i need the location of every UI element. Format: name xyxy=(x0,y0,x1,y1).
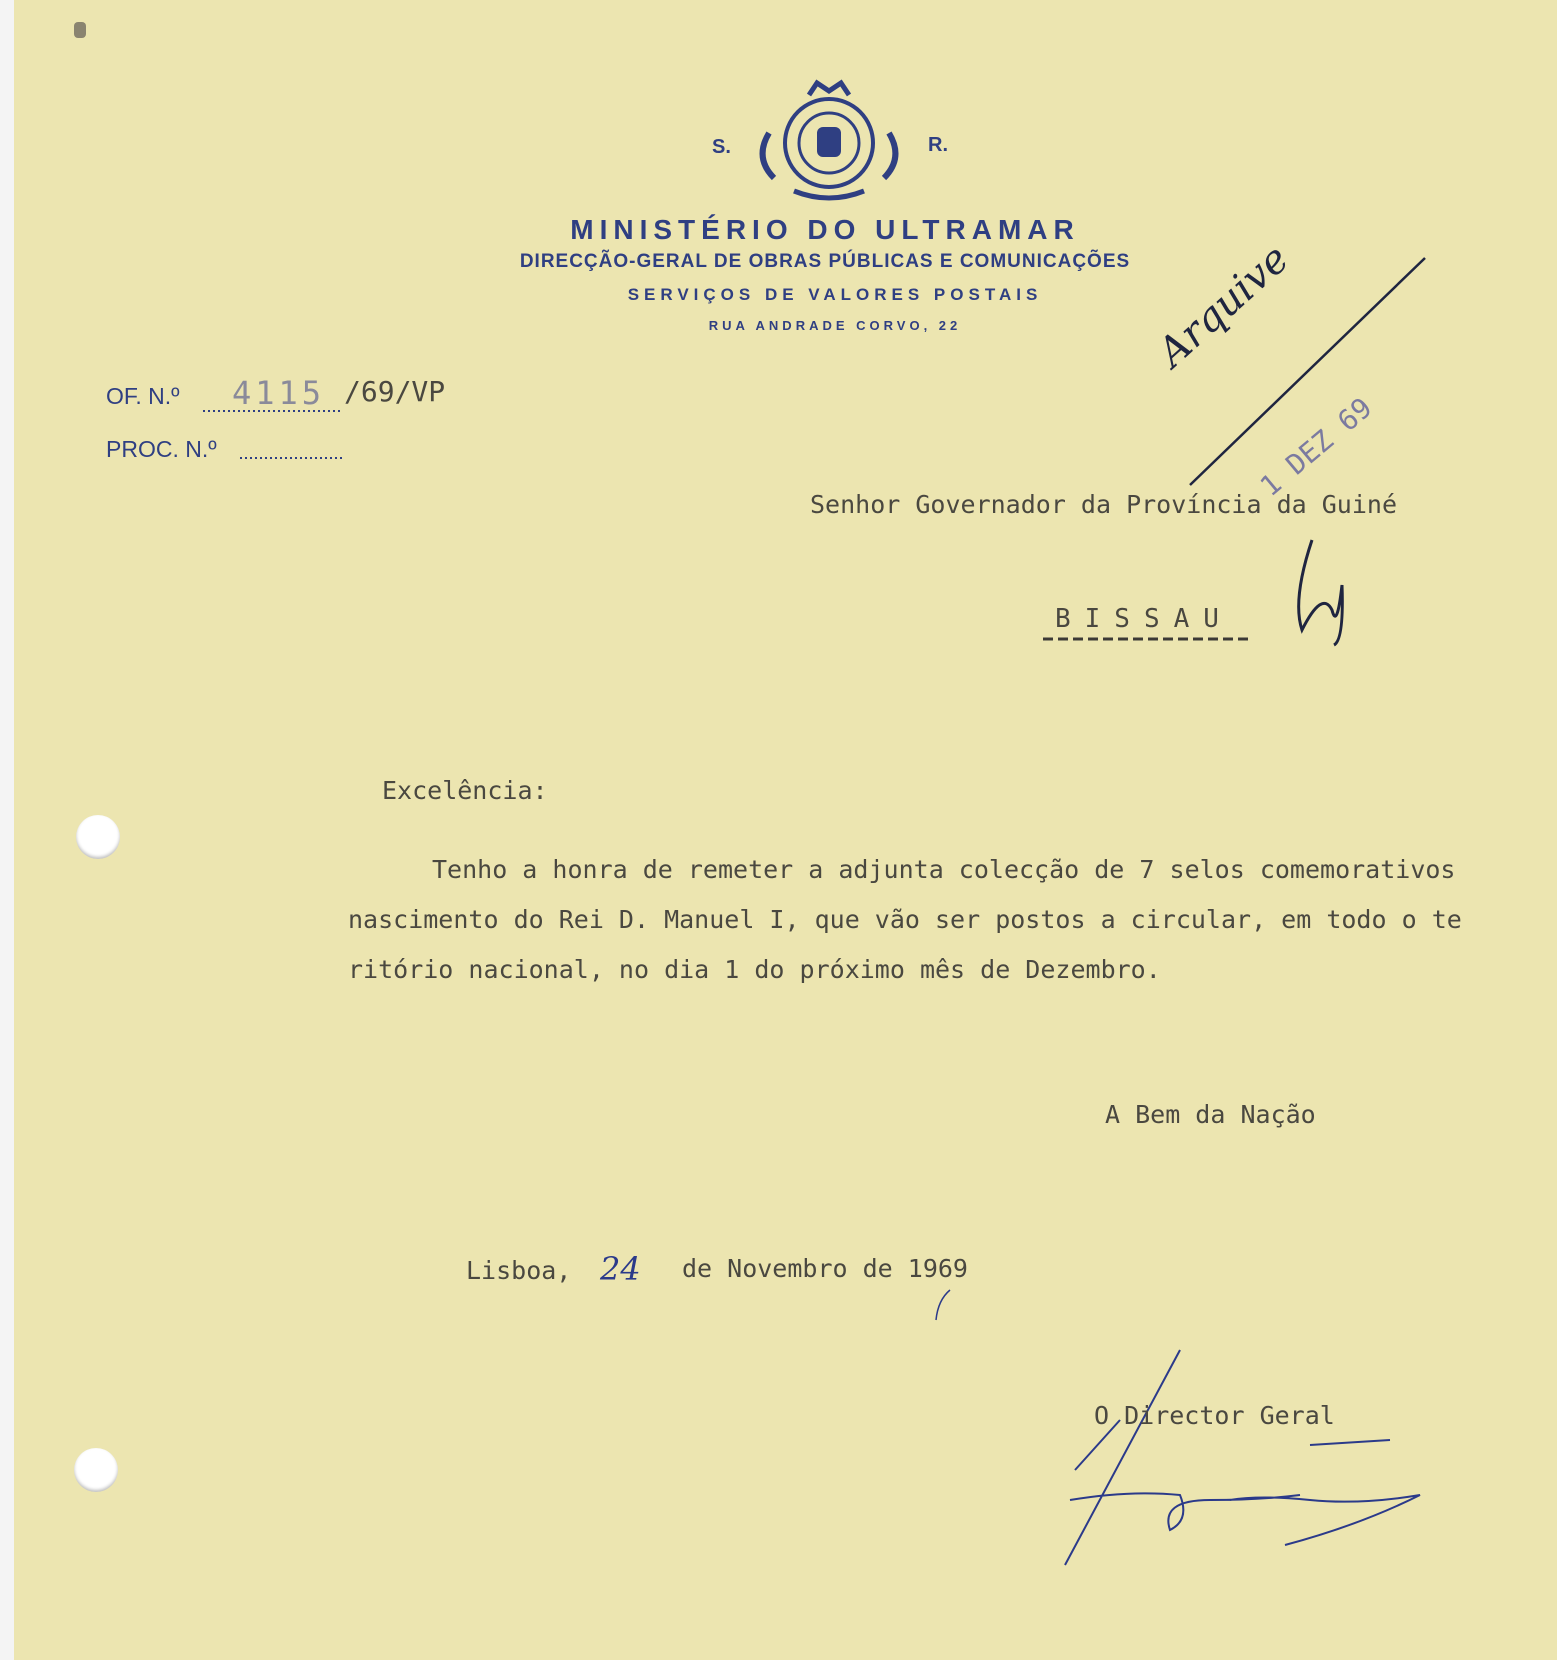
initials-scribble xyxy=(1299,540,1343,645)
body-line-3: ritório nacional, no dia 1 do próximo mês de Dezembro. xyxy=(348,955,1161,984)
ministry-title: MINISTÉRIO DO ULTRAMAR xyxy=(570,214,1080,245)
coat-of-arms-emblem xyxy=(763,83,896,198)
body-line-1: Tenho a honra de remeter a adjunta colecção de 7 selos comemorativos xyxy=(432,855,1456,884)
recipient-city: BISSAU xyxy=(1055,604,1233,634)
date-prefix: Lisboa, xyxy=(466,1256,572,1285)
recipient-line: Senhor Governador da Província da Guiné xyxy=(810,490,1397,519)
received-date-stamp: 1 DEZ 69 xyxy=(1253,391,1379,503)
service-title: SERVIÇOS DE VALORES POSTAIS xyxy=(627,285,1043,304)
closing-motto: A Bem da Nação xyxy=(1105,1100,1316,1129)
signature-title: O Director Geral xyxy=(1094,1401,1335,1430)
date-pen-tick xyxy=(936,1290,950,1320)
handwritten-annotation: Arquive xyxy=(1149,235,1298,376)
address-line: RUA ANDRADE CORVO, 22 xyxy=(708,318,962,333)
directorate-title: DIRECÇÃO-GERAL DE OBRAS PÚBLICAS E COMUNICAÇÕES xyxy=(519,251,1131,272)
salutation: Excelência: xyxy=(382,776,548,805)
date-day-handwritten: 24 xyxy=(600,1250,641,1288)
of-number-label: OF. N.º xyxy=(106,383,180,409)
letterhead-left-initial: S. xyxy=(712,136,731,158)
of-number-suffix: /69/VP xyxy=(344,375,446,408)
letterhead-right-initial: R. xyxy=(928,134,948,156)
date-suffix: de Novembro de 1969 xyxy=(682,1254,968,1283)
body-line-2: nascimento do Rei D. Manuel I, que vão ser postos a circular, em todo o te xyxy=(348,905,1462,934)
signature-scribble xyxy=(1065,1350,1420,1565)
proc-number-label: PROC. N.º xyxy=(106,436,217,462)
of-number-handwritten: 4115 xyxy=(232,374,326,412)
